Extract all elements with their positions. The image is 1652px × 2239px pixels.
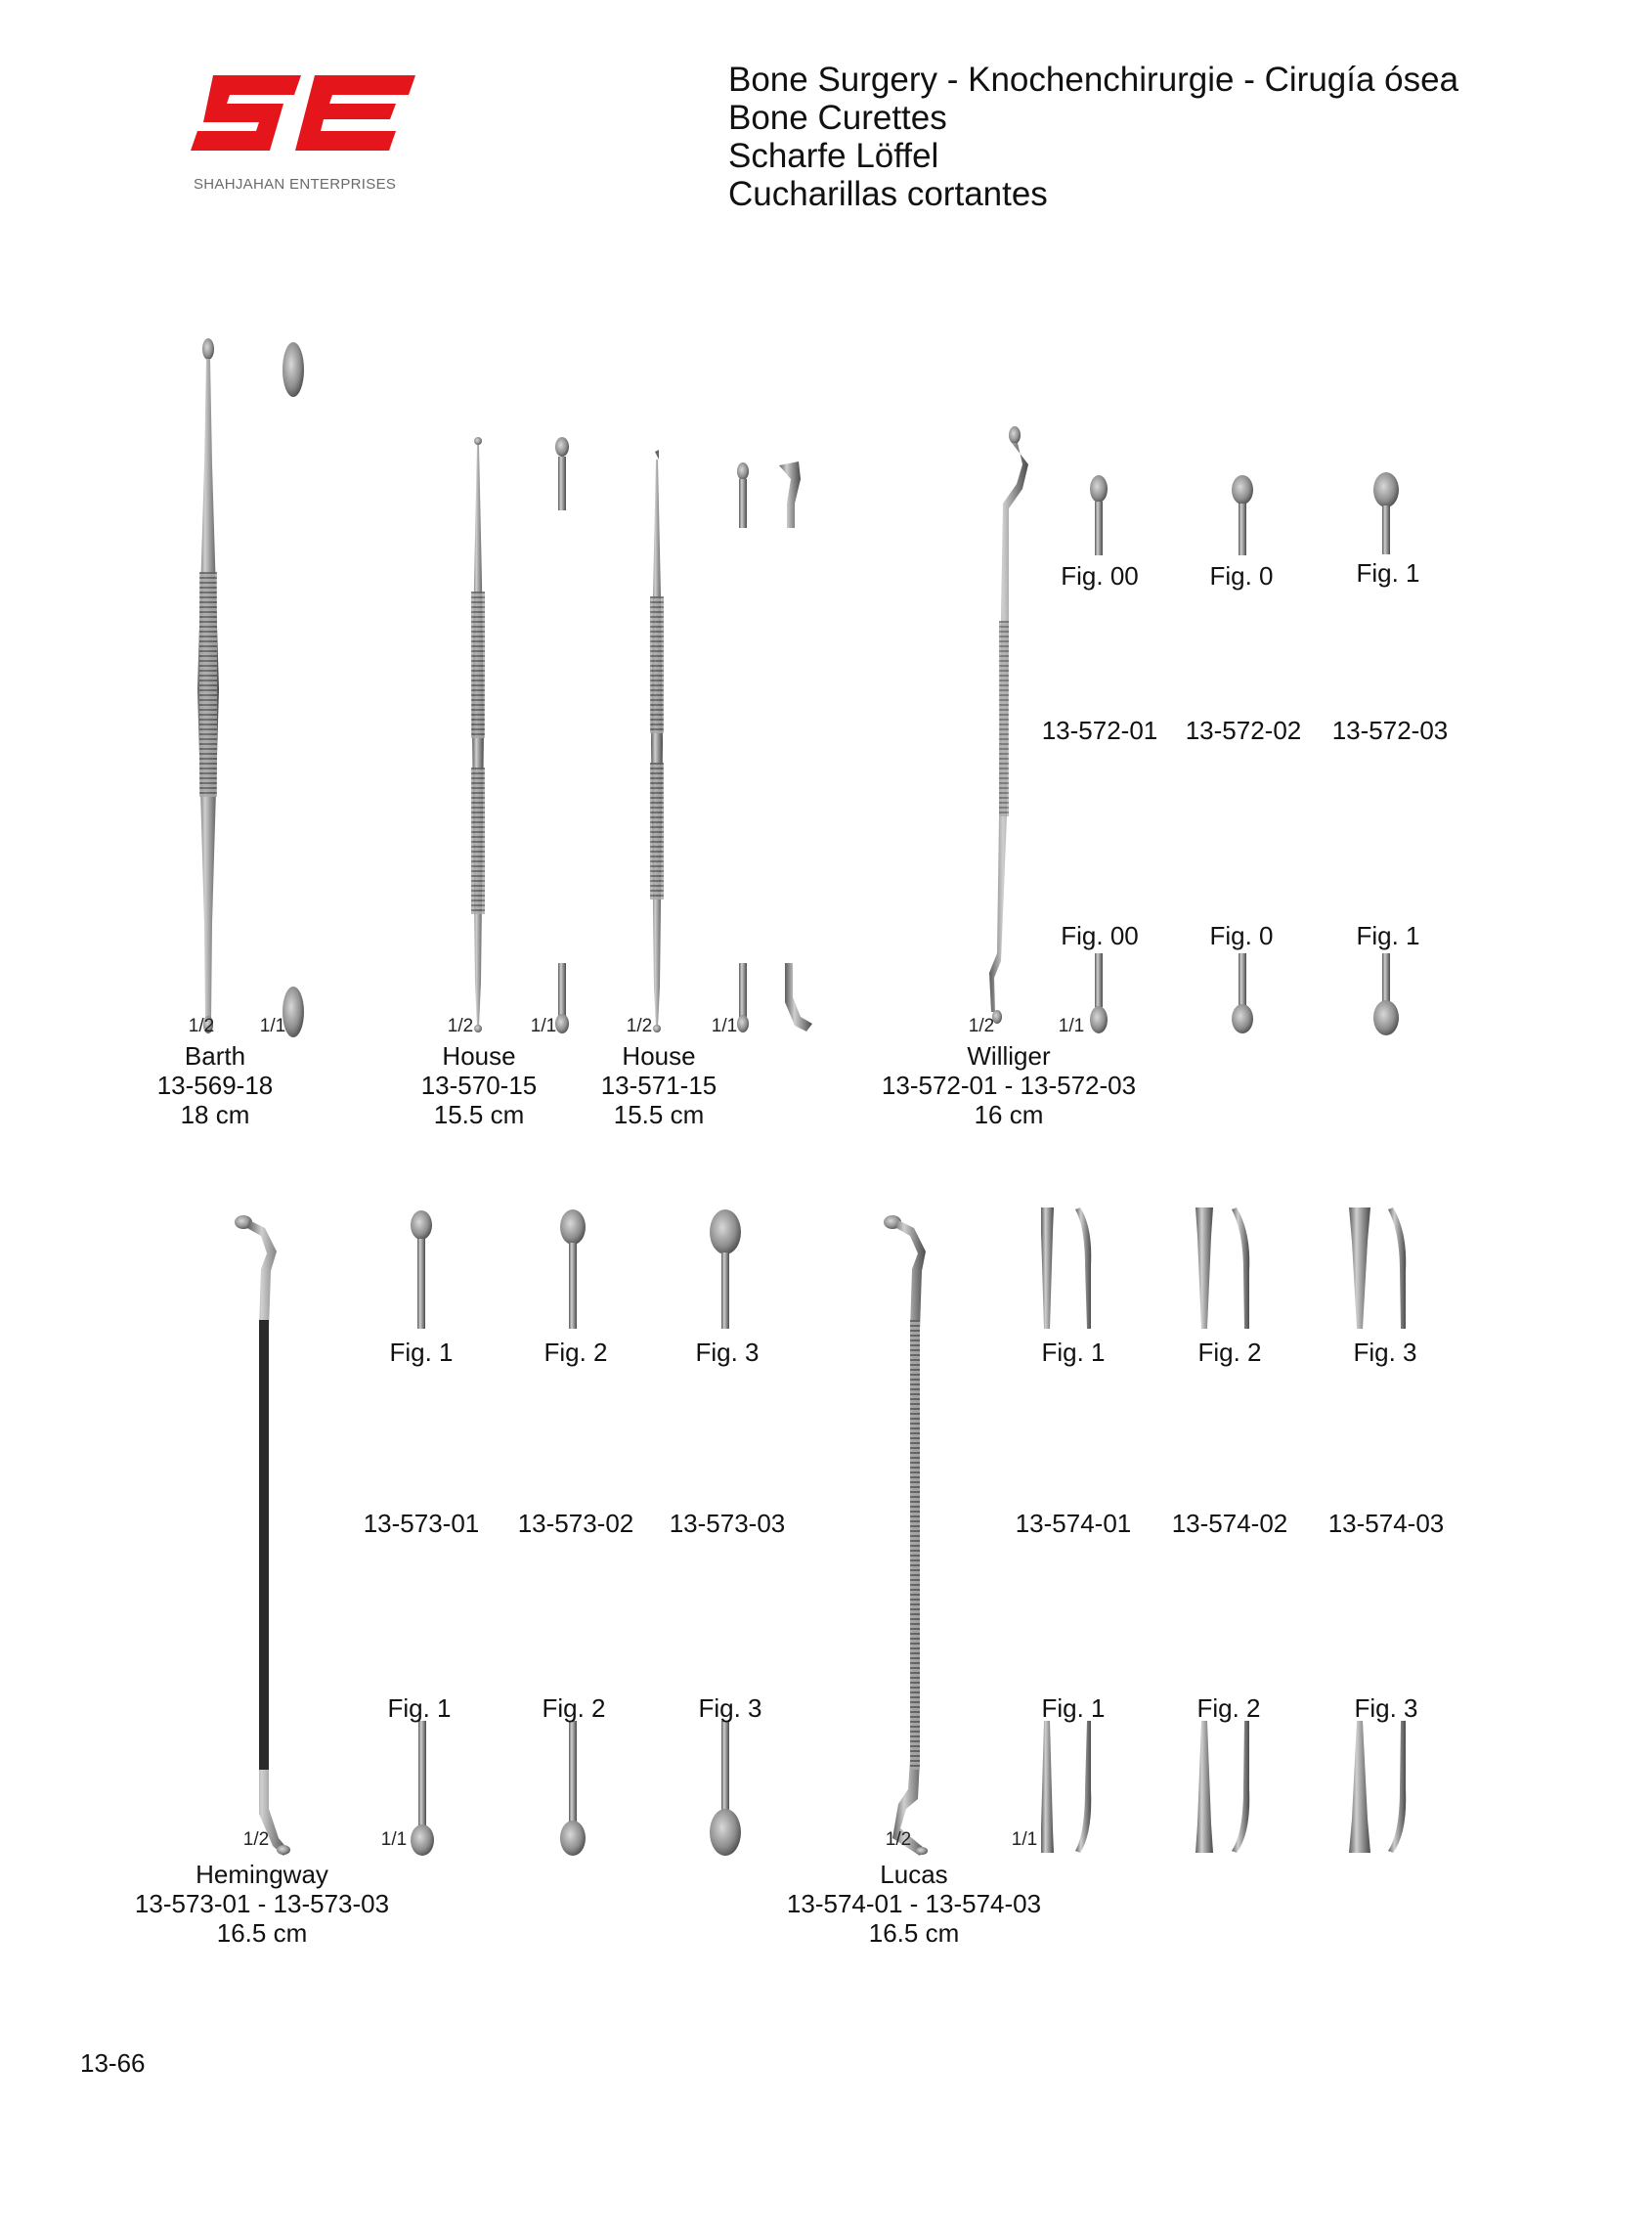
hemingway-fig-label-top: Fig. 1 (389, 1338, 454, 1367)
hemingway-fig2-tip-bottom (558, 1721, 587, 1858)
product-size: 18 cm (180, 1100, 250, 1129)
hemingway-fig-label-top: Fig. 3 (695, 1338, 760, 1367)
williger-fig0-tip-top (1230, 474, 1255, 557)
house-571-scale-half: 1/2 (626, 1016, 653, 1036)
lucas-fig-label-bottom: Fig. 3 (1354, 1693, 1418, 1723)
house-570-caption (421, 1041, 538, 1129)
barth-tip-detail-top (280, 340, 309, 399)
lucas-item-code: 13-574-03 (1327, 1509, 1445, 1538)
se-logo-icon (186, 70, 420, 173)
hemingway-fig3-tip-top (708, 1207, 743, 1330)
house-571-tip-bottom-side (777, 963, 816, 1036)
lucas-item-code: 13-574-01 (1015, 1509, 1132, 1538)
house-571-tip-top-side (777, 460, 806, 528)
williger-fig00-tip-top (1088, 474, 1109, 557)
page-number: 13-66 (80, 2048, 146, 2078)
product-code: 13-574-01 - 13-574-03 (786, 1889, 1042, 1918)
product-name: House (622, 1041, 696, 1071)
williger-fig-label-bottom: Fig. 0 (1209, 921, 1274, 950)
williger-fig-label-top: Fig. 00 (1061, 561, 1139, 591)
williger-fig-label-bottom: Fig. 00 (1061, 921, 1139, 950)
barth-scale-half: 1/2 (188, 1016, 215, 1036)
hemingway-scale-half: 1/2 (242, 1829, 270, 1850)
hemingway-fig2-tip-top (558, 1207, 587, 1330)
hemingway-fig-label-top: Fig. 2 (543, 1338, 608, 1367)
house-570-curette-image (464, 435, 494, 1036)
product-size: 15.5 cm (613, 1100, 705, 1129)
product-code: 13-573-01 - 13-573-03 (134, 1889, 390, 1918)
hemingway-item-code: 13-573-02 (517, 1509, 634, 1538)
williger-fig1-tip-bottom (1371, 953, 1401, 1041)
lucas-fig-label-bottom: Fig. 1 (1041, 1693, 1106, 1723)
header-title-en: Bone Curettes (728, 99, 947, 137)
lucas-fig3-tip-bottom (1347, 1721, 1415, 1858)
lucas-fig1-tip-top (1036, 1207, 1105, 1330)
barth-scale-full: 1/1 (259, 1016, 286, 1036)
hemingway-fig-label-bottom: Fig. 2 (542, 1693, 606, 1723)
house-570-tip-top (552, 435, 572, 513)
lucas-fig1-tip-bottom (1036, 1721, 1105, 1858)
hemingway-item-code: 13-573-03 (669, 1509, 786, 1538)
williger-caption (882, 1041, 1136, 1129)
product-size: 15.5 cm (433, 1100, 525, 1129)
hemingway-curette-image (230, 1212, 298, 1858)
lucas-fig-label-top: Fig. 3 (1353, 1338, 1417, 1367)
williger-fig1-tip-top (1371, 472, 1401, 555)
lucas-curette-image (877, 1212, 950, 1858)
hemingway-fig-label-bottom: Fig. 1 (387, 1693, 452, 1723)
lucas-scale-full: 1/1 (1011, 1829, 1038, 1850)
williger-item-code: 13-572-02 (1185, 716, 1302, 745)
header-title-es: Cucharillas cortantes (728, 175, 1048, 213)
williger-scale-half: 1/2 (968, 1016, 995, 1036)
lucas-fig-label-top: Fig. 2 (1197, 1338, 1262, 1367)
product-name: Barth (184, 1041, 246, 1071)
williger-fig00-tip-bottom (1088, 953, 1109, 1036)
hemingway-fig3-tip-bottom (708, 1721, 743, 1858)
lucas-caption (787, 1860, 1041, 1948)
williger-item-code: 13-572-03 (1331, 716, 1449, 745)
lucas-fig3-tip-top (1347, 1207, 1415, 1330)
product-name: Williger (967, 1041, 1051, 1071)
lucas-fig-label-top: Fig. 1 (1041, 1338, 1106, 1367)
product-code: 13-571-15 (600, 1071, 717, 1100)
hemingway-fig1-tip-top (409, 1207, 434, 1330)
product-size: 16.5 cm (216, 1918, 308, 1948)
lucas-scale-half: 1/2 (885, 1829, 912, 1850)
house-571-tip-top-front (733, 460, 753, 528)
hemingway-caption (135, 1860, 389, 1948)
williger-fig-label-bottom: Fig. 1 (1356, 921, 1420, 950)
brand-subtitle: SHAHJAHAN ENTERPRISES (194, 176, 397, 193)
williger-scale-full: 1/1 (1058, 1016, 1085, 1036)
williger-item-code: 13-572-01 (1041, 716, 1158, 745)
hemingway-item-code: 13-573-01 (363, 1509, 480, 1538)
product-name: House (442, 1041, 516, 1071)
barth-caption (157, 1041, 274, 1129)
product-code: 13-572-01 - 13-572-03 (881, 1071, 1137, 1100)
hemingway-fig-label-bottom: Fig. 3 (698, 1693, 762, 1723)
hemingway-fig1-tip-bottom (409, 1721, 436, 1858)
product-code: 13-570-15 (420, 1071, 538, 1100)
williger-curette-image (968, 425, 1036, 1036)
product-name: Hemingway (196, 1860, 328, 1889)
williger-fig0-tip-bottom (1230, 953, 1255, 1036)
lucas-fig2-tip-top (1193, 1207, 1261, 1330)
barth-curette-image (192, 337, 240, 1036)
product-code: 13-569-18 (156, 1071, 274, 1100)
header-category: Bone Surgery - Knochenchirurgie - Cirugía ósea (728, 61, 1459, 99)
house-571-scale-full: 1/1 (711, 1016, 738, 1036)
page-header (728, 61, 1458, 213)
williger-fig-label-top: Fig. 0 (1209, 561, 1274, 591)
house-571-curette-image (643, 450, 673, 1036)
house-570-scale-half: 1/2 (447, 1016, 474, 1036)
williger-fig-label-top: Fig. 1 (1356, 558, 1420, 588)
product-size: 16.5 cm (868, 1918, 960, 1948)
brand-logo (186, 70, 440, 202)
lucas-item-code: 13-574-02 (1171, 1509, 1288, 1538)
product-size: 16 cm (974, 1100, 1044, 1129)
product-name: Lucas (880, 1860, 948, 1889)
house-571-caption (601, 1041, 717, 1129)
header-title-de: Scharfe Löffel (728, 137, 939, 175)
house-570-scale-full: 1/1 (530, 1016, 557, 1036)
hemingway-scale-full: 1/1 (380, 1829, 408, 1850)
lucas-fig-label-bottom: Fig. 2 (1196, 1693, 1261, 1723)
lucas-fig2-tip-bottom (1193, 1721, 1261, 1858)
